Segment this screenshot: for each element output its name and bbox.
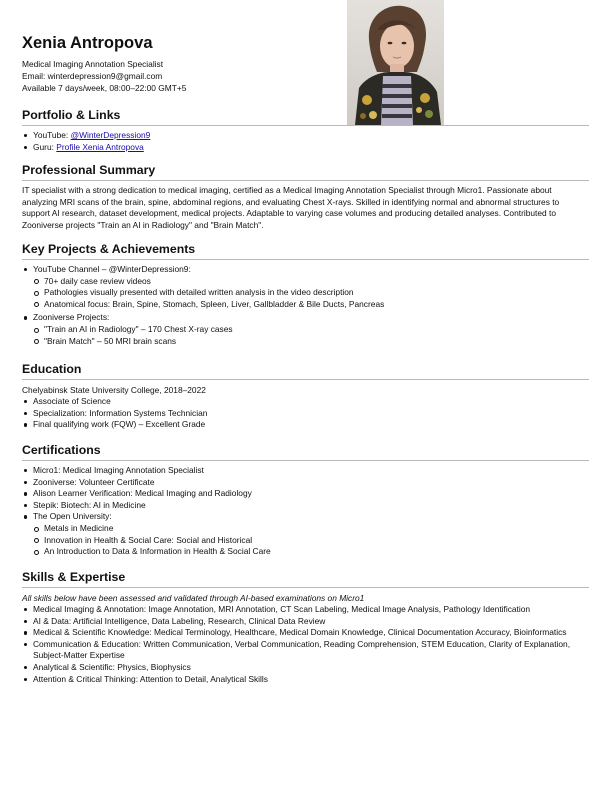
guru-label: Guru: bbox=[33, 141, 57, 152]
guru-link[interactable]: Profile Xenia Antropova bbox=[56, 141, 144, 152]
summary-section bbox=[22, 163, 589, 231]
list-item bbox=[22, 142, 589, 154]
list-item bbox=[22, 312, 589, 347]
list-item: Medical Imaging & Annotation: Image Annotation, MRI Annotation, CT Scan Labeling, Medical Image Analysis, Pathology Identification bbox=[22, 604, 589, 616]
portfolio-section bbox=[22, 108, 589, 153]
list-item: Specialization: Information Systems Technician bbox=[22, 408, 589, 420]
school-line: Chelyabinsk State University College, 2018–2022 bbox=[22, 385, 206, 395]
list-item: "Brain Match" – 50 MRI brain scans bbox=[33, 336, 589, 348]
list-item bbox=[22, 511, 589, 557]
skills-heading: Skills & Expertise bbox=[22, 570, 589, 588]
list-item: 70+ daily case review videos bbox=[33, 276, 589, 288]
summary-heading: Professional Summary bbox=[22, 163, 589, 181]
list-item: Communication & Education: Written Communication, Verbal Communication, Reading Comprehension, STEM Education, Clarity of Explanation, Subject-Matter Expertise bbox=[22, 639, 589, 662]
list-item: Analytical & Scientific: Physics, Biophysics bbox=[22, 662, 589, 674]
email-line: Email: winterdepression9@gmail.com bbox=[22, 71, 163, 81]
list-item: Final qualifying work (FQW) – Excellent Grade bbox=[22, 419, 589, 431]
candidate-name: Xenia Antropova bbox=[22, 34, 153, 52]
youtube-link[interactable]: @WinterDepression9 bbox=[70, 130, 151, 140]
list-item: AI & Data: Artificial Intelligence, Data Labeling, Research, Clinical Data Review bbox=[22, 616, 589, 628]
list-item: Stepik: Biotech: AI in Medicine bbox=[22, 500, 589, 512]
skills-note: All skills below have been assessed and validated through AI-based examinations on Micro1 bbox=[22, 593, 365, 603]
youtube-label: YouTube: bbox=[33, 130, 71, 140]
list-item: Associate of Science bbox=[22, 396, 589, 408]
summary-text: IT specialist with a strong dedication to medical imaging, certified as a Medical Imaging Annotation Specialist through Micro1. Passionate about analyzing MRI scans of the brain, spine, abdominal regions, and evaluating Chest X-rays. Skilled in identifying normal and abnormal structures to support AI research, dataset development, medical projects. Adaptable to varying case volumes and producing detailed analyses. Contributed to Zooniverse projects "Train an AI in Radiology" and "Brain Match". bbox=[22, 185, 560, 230]
list-item: Attention & Critical Thinking: Attention to Detail, Analytical Skills bbox=[22, 674, 589, 686]
availability-line: Available 7 days/week, 08:00–22:00 GMT+5 bbox=[22, 83, 187, 93]
profile-photo bbox=[347, 0, 444, 125]
list-item: Micro1: Medical Imaging Annotation Specialist bbox=[22, 465, 589, 477]
list-item: Innovation in Health & Social Care: Social and Historical bbox=[33, 535, 589, 547]
list-item: Metals in Medicine bbox=[33, 523, 589, 535]
certifications-heading: Certifications bbox=[22, 443, 589, 461]
list-item: Pathologies visually presented with detailed written analysis in the video description bbox=[33, 287, 589, 299]
list-item bbox=[22, 264, 589, 310]
header bbox=[22, 34, 342, 94]
certifications-section bbox=[22, 443, 589, 558]
education-section bbox=[22, 362, 589, 431]
open-university-title: The Open University: bbox=[33, 511, 112, 522]
zooniverse-title: Zooniverse Projects: bbox=[33, 312, 110, 323]
portfolio-heading: Portfolio & Links bbox=[22, 108, 589, 126]
projects-section bbox=[22, 242, 589, 349]
list-item: Medical & Scientific Knowledge: Medical Terminology, Healthcare, Medical Domain Knowledge, Clinical Documentation Accuracy, Bioinformatics bbox=[22, 627, 589, 639]
youtube-channel-title: YouTube Channel – @WinterDepression9: bbox=[33, 264, 191, 274]
job-title: Medical Imaging Annotation Specialist bbox=[22, 59, 164, 69]
list-item: An Introduction to Data & Information in Health & Social Care bbox=[33, 546, 589, 558]
list-item: Zooniverse: Volunteer Certificate bbox=[22, 477, 589, 489]
projects-heading: Key Projects & Achievements bbox=[22, 242, 589, 260]
list-item bbox=[22, 130, 589, 142]
list-item: "Train an AI in Radiology" – 170 Chest X-ray cases bbox=[33, 324, 589, 336]
skills-section bbox=[22, 570, 589, 685]
education-heading: Education bbox=[22, 362, 589, 380]
list-item: Alison Learner Verification: Medical Imaging and Radiology bbox=[22, 488, 589, 500]
list-item: Anatomical focus: Brain, Spine, Stomach, Spleen, Liver, Gallbladder & Bile Ducts, Pancreas bbox=[33, 299, 589, 311]
